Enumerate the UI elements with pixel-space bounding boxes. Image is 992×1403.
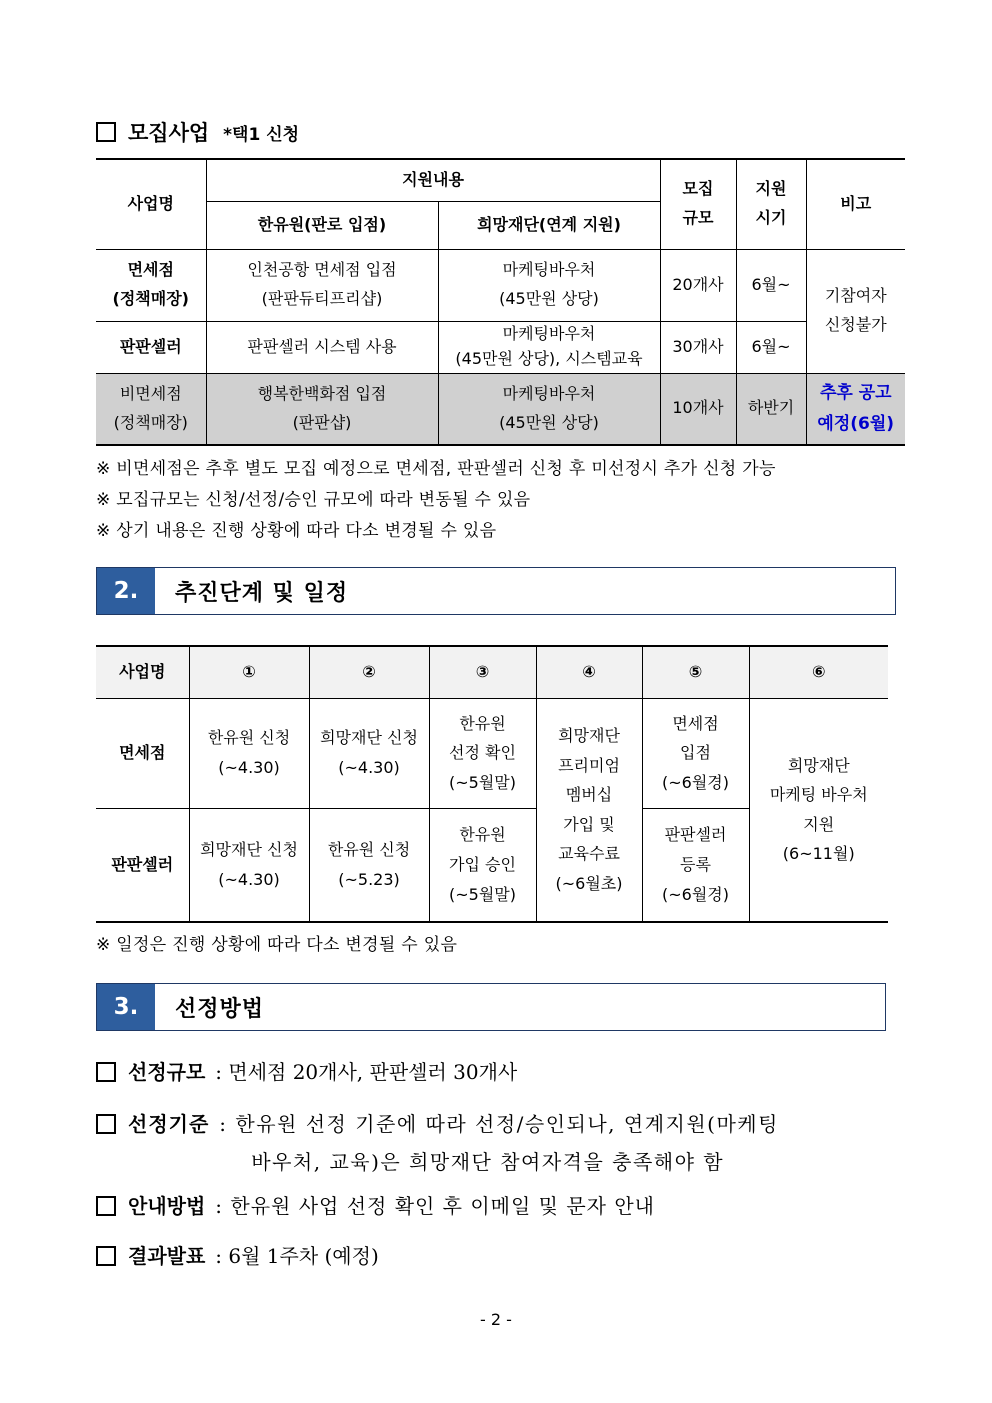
checkbox-square-icon — [96, 1246, 116, 1266]
section-note: *택1 신청 — [223, 124, 300, 145]
item-result — [96, 1240, 379, 1272]
item-label: 선정규모 — [128, 1060, 206, 1084]
row-name: 판판셀러 — [96, 321, 206, 373]
recruit-table — [96, 158, 905, 446]
row-note-highlight: 추후 공고 예정(6월) — [806, 373, 905, 445]
notes-section2 — [96, 930, 457, 961]
schedule-table — [96, 645, 888, 923]
header-cell: ④ — [536, 646, 642, 698]
section-number: 2. — [97, 568, 155, 614]
header-cell: ③ — [429, 646, 536, 698]
row-name: 비면세점 (정책매장) — [96, 373, 206, 445]
section-title: 모집사업 — [128, 121, 210, 145]
header-hanyu: 한유원(판로 입점) — [206, 201, 438, 249]
row-scale: 20개사 — [660, 249, 736, 321]
step1-cell: 한유원 신청 (~4.30) — [189, 698, 309, 808]
step5-cell: 면세점 입점 (~6월경) — [642, 698, 749, 808]
note-line: ※ 비면세점은 추후 별도 모집 예정으로 면세점, 판판셀러 신청 후 미선정시 추가 신청 가능 — [96, 459, 776, 479]
section-banner-schedule — [96, 567, 896, 615]
section-title: 선정방법 — [175, 996, 265, 1022]
header-note: 비고 — [806, 159, 905, 249]
section-banner-selection — [96, 983, 886, 1031]
row-name: 면세점 (정책매장) — [96, 249, 206, 321]
header-cell: ⑥ — [749, 646, 888, 698]
header-cell: 사업명 — [96, 646, 189, 698]
item-text: : 6월 1주차 (예정) — [215, 1244, 379, 1268]
row-time: 6월~ — [736, 249, 806, 321]
header-scale: 모집 규모 — [660, 159, 736, 249]
header-name: 사업명 — [96, 159, 206, 249]
checkbox-square-icon — [96, 1196, 116, 1216]
item-text: : 면세점 20개사, 판판셀러 30개사 — [215, 1060, 518, 1084]
item-label: 선정기준 — [128, 1112, 210, 1136]
row-hanyu: 행복한백화점 입점 (판판샵) — [206, 373, 438, 445]
item-notification — [96, 1190, 655, 1222]
checkbox-square-icon — [96, 122, 116, 142]
item-selection-scale — [96, 1056, 517, 1088]
note-line: ※ 일정은 진행 상황에 따라 다소 변경될 수 있음 — [96, 935, 458, 955]
row-scale: 10개사 — [660, 373, 736, 445]
note-line: ※ 모집규모는 신청/선정/승인 규모에 따라 변동될 수 있음 — [96, 490, 531, 510]
step3-cell: 한유원 가입 승인 (~5월말) — [429, 808, 536, 922]
header-cell: ① — [189, 646, 309, 698]
step1-cell: 희망재단 신청 (~4.30) — [189, 808, 309, 922]
item-text: : 한유원 사업 선정 확인 후 이메일 및 문자 안내 — [215, 1194, 655, 1218]
note-line: ※ 상기 내용은 진행 상황에 따라 다소 변경될 수 있음 — [96, 521, 497, 541]
row-hope: 마케팅바우처 (45만원 상당), 시스템교육 — [438, 321, 660, 373]
item-label: 안내방법 — [128, 1194, 206, 1218]
row-shared-note: 기참여자 신청불가 — [806, 249, 905, 373]
row-name: 판판셀러 — [96, 808, 189, 922]
row-time: 하반기 — [736, 373, 806, 445]
section-recruit-heading — [96, 117, 299, 147]
header-cell: ⑤ — [642, 646, 749, 698]
checkbox-square-icon — [96, 1114, 116, 1134]
header-cell: ② — [309, 646, 429, 698]
item-selection-criteria — [96, 1105, 779, 1181]
row-hope: 마케팅바우처 (45만원 상당) — [438, 373, 660, 445]
page-number: - 2 - — [480, 1310, 512, 1329]
row-time: 6월~ — [736, 321, 806, 373]
header-time: 지원 시기 — [736, 159, 806, 249]
step6-cell: 희망재단 마케팅 바우처 지원 (6~11월) — [749, 698, 888, 922]
row-hanyu: 인천공항 면세점 입점 (판판듀티프리샵) — [206, 249, 438, 321]
checkbox-square-icon — [96, 1062, 116, 1082]
step2-cell: 한유원 신청 (~5.23) — [309, 808, 429, 922]
header-support: 지원내용 — [206, 159, 660, 201]
row-scale: 30개사 — [660, 321, 736, 373]
step3-cell: 한유원 선정 확인 (~5월말) — [429, 698, 536, 808]
item-label: 결과발표 — [128, 1244, 206, 1268]
item-text: : 한유원 선정 기준에 따라 선정/승인되나, 연계지원(마케팅 — [219, 1112, 779, 1136]
notes-section1 — [96, 454, 776, 547]
header-hope: 희망재단(연계 지원) — [438, 201, 660, 249]
section-number: 3. — [97, 984, 155, 1030]
row-hanyu: 판판셀러 시스템 사용 — [206, 321, 438, 373]
step2-cell: 희망재단 신청 (~4.30) — [309, 698, 429, 808]
row-hope: 마케팅바우처 (45만원 상당) — [438, 249, 660, 321]
step4-cell: 희망재단 프리미엄 멤버십 가입 및 교육수료 (~6월초) — [536, 698, 642, 922]
row-name: 면세점 — [96, 698, 189, 808]
item-text-continued: 바우처, 교육)은 희망재단 참여자격을 충족해야 함 — [251, 1150, 725, 1174]
section-title: 추진단계 및 일정 — [175, 580, 349, 606]
step5-cell: 판판셀러 등록 (~6월경) — [642, 808, 749, 922]
